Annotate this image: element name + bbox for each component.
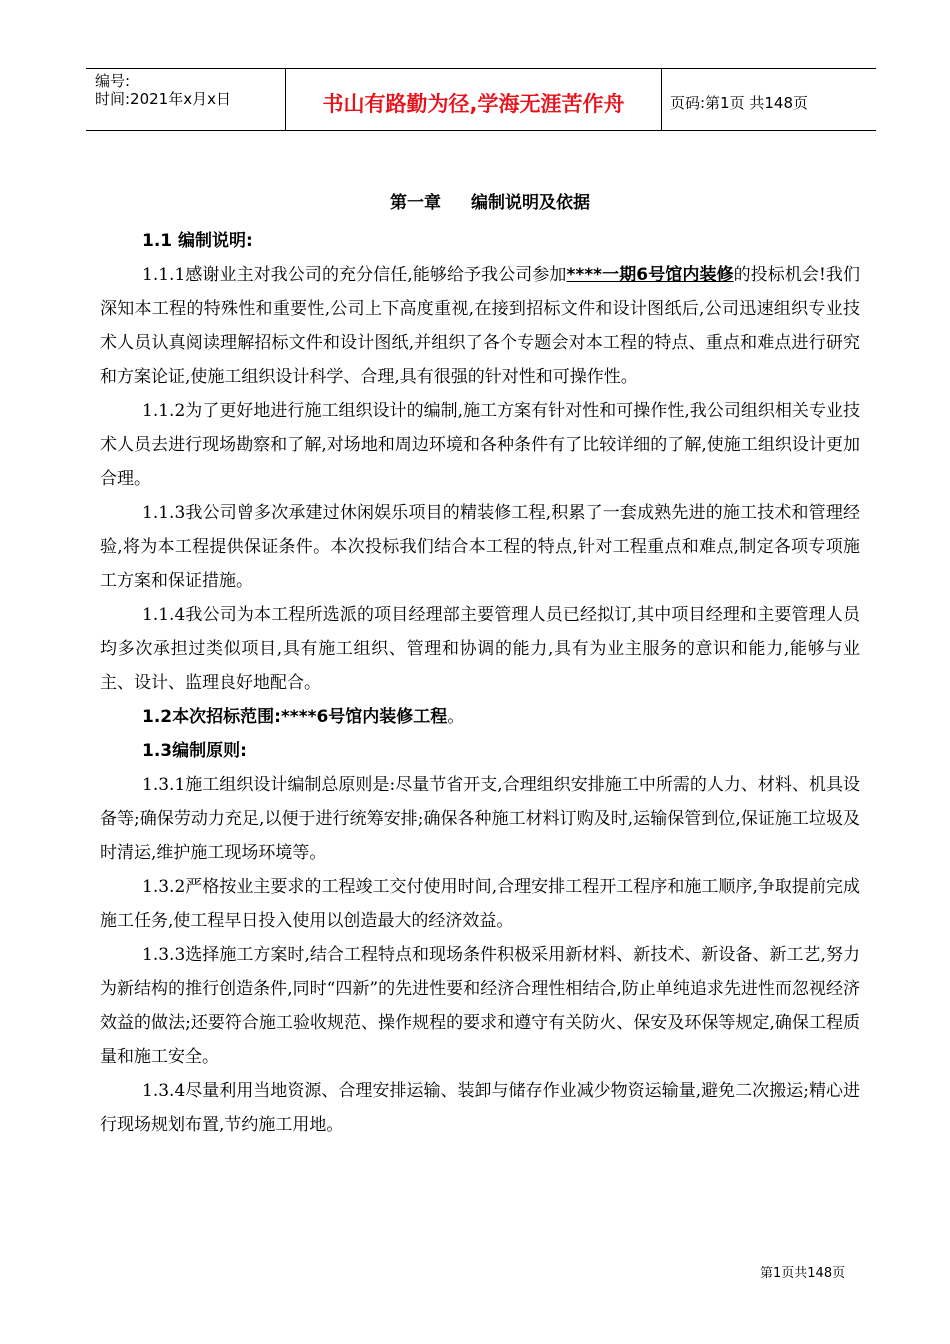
document-time: 时间:2021年x月x日 (95, 90, 231, 108)
paragraph-1-3-1: 1.3.1施工组织设计编制总原则是:尽量节省开支,合理组织安排施工中所需的人力、材料、机具设备等;确保劳动力充足,以便于进行统筹安排;确保各种施工材料订购及时,运输保管到位,保证施工垃圾及时清运,维护施工现场环境等。 (100, 775, 860, 863)
paragraph-1-3-4: 1.3.4尽量利用当地资源、合理安排运输、装卸与储存作业减少物资运输量,避免二次搬运;精心进行现场规划布置,节约施工用地。 (100, 1081, 860, 1135)
paragraph-1-3-3: 1.3.3选择施工方案时,结合工程特点和现场条件积极采用新材料、新技术、新设备、新工艺,努力为新结构的推行创造条件,同时“四新”的先进性要和经济合理性相结合,防止单纯追求先进性而忽视经济效益的做法;还要符合施工验收规范、操作规程的要求和遵守有关防火、保安及环保等规定,确保工程质量和施工安全。 (100, 945, 860, 1067)
paragraph-1-1-1: 1.1.1感谢业主对我公司的充分信任,能够给予我公司参加****一期6号馆内装修的投标机会!我们深知本工程的特殊性和重要性,公司上下高度重视,在接到招标文件和设计图纸后,公司迅速组织专业技术人员认真阅读理解招标文件和设计图纸,并组织了各个专题会对本工程的特点、重点和难点进行研究和方案论证,使施工组织设计科学、合理,具有很强的针对性和可操作性。 (100, 265, 860, 387)
page-footer: 第1页共148页 (760, 1266, 846, 1281)
paragraph-1-1-2: 1.1.2为了更好地进行施工组织设计的编制,施工方案有针对性和可操作性,我公司组织相关专业技术人员去进行现场勘察和了解,对场地和周边环境和各种条件有了比较详细的了解,使施工组织设计更加合理。 (100, 401, 860, 489)
chapter-title (100, 188, 860, 218)
paragraph-1-1-3: 1.1.3我公司曾多次承建过休闲娱乐项目的精装修工程,积累了一套成熟先进的施工技术和管理经验,将为本工程提供保证条件。本次投标我们结合本工程的特点,针对工程重点和难点,制定各项专项施工方案和保证措施。 (100, 503, 860, 591)
paragraph-1-1-4: 1.1.4我公司为本工程所选派的项目经理部主要管理人员已经拟订,其中项目经理和主要管理人员均多次承担过类似项目,具有施工组织、管理和协调的能力,具有为业主服务的意识和能力,能够与业主、设计、监理良好地配合。 (100, 605, 860, 693)
header-motto: 书山有路勤为径,学海无涯苦作舟 (286, 69, 662, 130)
header-meta (86, 69, 286, 130)
project-name: ****一期6号馆内装修 (566, 265, 734, 285)
header-page-info: 页码:第1页 共148页 (670, 94, 808, 112)
section-1-1-heading: 1.1 编制说明: (142, 231, 253, 251)
section-1-3-heading: 1.3编制原则: (142, 741, 247, 761)
paragraph-1-3-2: 1.3.2严格按业主要求的工程竣工交付使用时间,合理安排工程开工程序和施工顺序,争取提前完成施工任务,使工程早日投入使用以创造最大的经济效益。 (100, 877, 860, 931)
document-body (100, 188, 860, 1142)
chapter-heading: 编制说明及依据 (471, 193, 590, 213)
page-header (86, 68, 876, 131)
chapter-number: 第一章 (390, 193, 441, 213)
section-1-2-heading: 1.2本次招标范围:****6号馆内装修工程。 (142, 707, 465, 727)
document-number: 编号: (95, 72, 131, 90)
